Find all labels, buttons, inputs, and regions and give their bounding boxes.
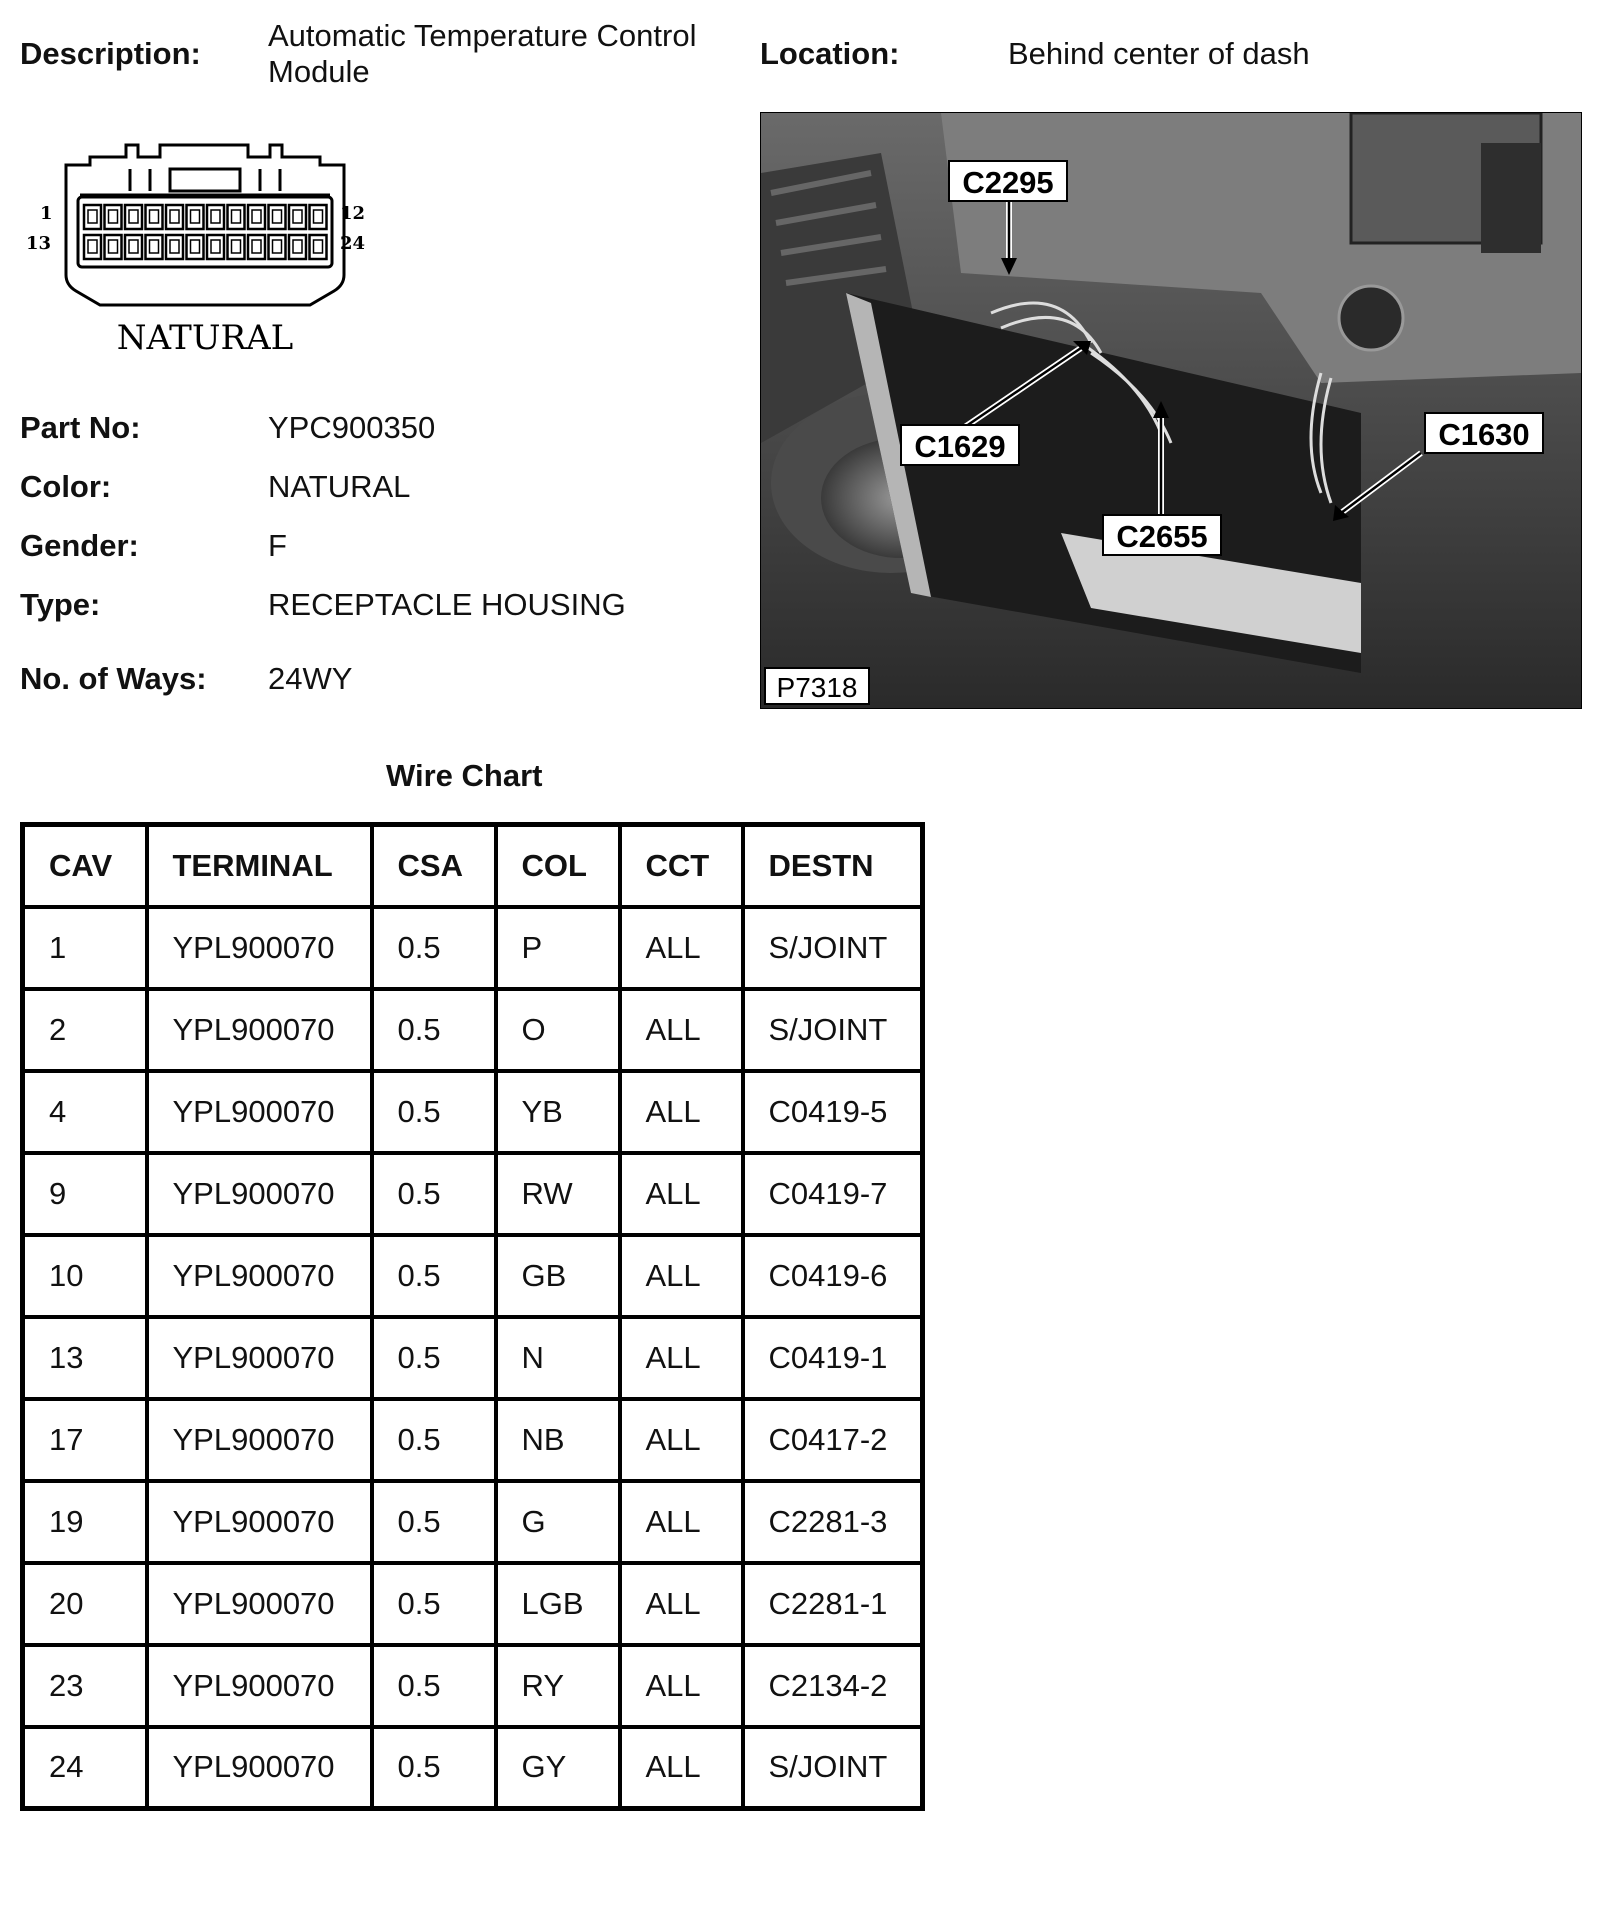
pin-cavity: [84, 205, 101, 229]
callout-c2655: C2655: [1116, 519, 1208, 554]
pin-cavity-inner: [170, 210, 179, 223]
cell-terminal: YPL900070: [147, 1153, 372, 1235]
pin-cavity-inner: [314, 210, 323, 223]
pin-cavity: [207, 205, 224, 229]
pin-cavity-inner: [191, 210, 200, 223]
column-header-csa: CSA: [372, 825, 496, 907]
pin-cavity: [187, 235, 204, 259]
table-row: [23, 1153, 923, 1235]
pin-cavity: [125, 205, 142, 229]
cell-col: NB: [496, 1399, 620, 1481]
pin-label-13: 13: [26, 233, 52, 254]
cell-cav: 24: [23, 1727, 147, 1809]
table-row: [23, 907, 923, 989]
cell-cct: ALL: [620, 1235, 743, 1317]
cell-cav: 23: [23, 1645, 147, 1727]
cell-csa: 0.5: [372, 1563, 496, 1645]
dashboard-photo-illustration: [761, 113, 1581, 708]
color-value: NATURAL: [268, 469, 411, 504]
pin-label-24: 24: [340, 233, 366, 254]
type-label: Type:: [20, 587, 101, 622]
pin-cavity-inner: [191, 240, 200, 253]
pin-cavity-inner: [211, 210, 220, 223]
cell-cct: ALL: [620, 1399, 743, 1481]
cell-col: LGB: [496, 1563, 620, 1645]
cell-destn: C0417-2: [743, 1399, 923, 1481]
description-value: Automatic Temperature Control Module: [268, 18, 697, 89]
cell-csa: 0.5: [372, 1071, 496, 1153]
ways-value: 24WY: [268, 661, 353, 696]
cell-cct: ALL: [620, 1071, 743, 1153]
cell-terminal: YPL900070: [147, 1727, 372, 1809]
type-value: RECEPTACLE HOUSING: [268, 587, 626, 622]
description-label: Description:: [20, 36, 201, 71]
pin-cavity-inner: [129, 240, 138, 253]
cell-terminal: YPL900070: [147, 1235, 372, 1317]
cell-csa: 0.5: [372, 1645, 496, 1727]
pin-cavity-inner: [232, 240, 241, 253]
location-label: Location:: [760, 36, 900, 71]
callout-c1630: C1630: [1438, 417, 1530, 452]
cell-col: GB: [496, 1235, 620, 1317]
pin-cavity-inner: [252, 210, 261, 223]
color-label: Color:: [20, 469, 112, 504]
cell-cav: 9: [23, 1153, 147, 1235]
cell-destn: C2281-3: [743, 1481, 923, 1563]
cell-terminal: YPL900070: [147, 1481, 372, 1563]
pin-cavity-inner: [314, 240, 323, 253]
cell-cav: 1: [23, 907, 147, 989]
column-header-col: COL: [496, 825, 620, 907]
part-no-label: Part No:: [20, 410, 141, 445]
pin-cavity-inner: [150, 210, 159, 223]
callout-c2295: C2295: [962, 165, 1054, 200]
cell-csa: 0.5: [372, 1153, 496, 1235]
callout-c1629: C1629: [914, 429, 1006, 464]
column-header-cav: CAV: [23, 825, 147, 907]
table-row: [23, 1645, 923, 1727]
pin-cavity: [228, 235, 245, 259]
column-header-cct: CCT: [620, 825, 743, 907]
pin-cavity: [146, 205, 163, 229]
pin-cavity: [248, 235, 265, 259]
cell-destn: C0419-7: [743, 1153, 923, 1235]
cell-terminal: YPL900070: [147, 1645, 372, 1727]
cell-col: N: [496, 1317, 620, 1399]
cell-cct: ALL: [620, 1317, 743, 1399]
pin-cavity: [228, 205, 245, 229]
cell-cav: 4: [23, 1071, 147, 1153]
table-row: [23, 1481, 923, 1563]
cell-cav: 20: [23, 1563, 147, 1645]
pin-cavity-inner: [88, 210, 97, 223]
table-row: [23, 1399, 923, 1481]
table-row: [23, 1727, 923, 1809]
pin-cavity: [269, 235, 286, 259]
cell-terminal: YPL900070: [147, 1399, 372, 1481]
pin-cavity: [248, 205, 265, 229]
cell-cav: 19: [23, 1481, 147, 1563]
pin-cavity: [125, 235, 142, 259]
cell-destn: C0419-5: [743, 1071, 923, 1153]
pin-cavity: [166, 205, 183, 229]
pin-cavity: [166, 235, 183, 259]
pin-cavity-inner: [109, 210, 118, 223]
pin-cavity: [310, 205, 327, 229]
connector-face-diagram: [20, 135, 380, 365]
cell-destn: S/JOINT: [743, 1727, 923, 1809]
column-header-terminal: TERMINAL: [147, 825, 372, 907]
cell-csa: 0.5: [372, 1399, 496, 1481]
pin-label-1: 1: [40, 203, 53, 224]
cell-col: P: [496, 907, 620, 989]
pin-cavity: [269, 205, 286, 229]
cell-cct: ALL: [620, 1481, 743, 1563]
pin-cavity-inner: [129, 210, 138, 223]
pin-cavity: [207, 235, 224, 259]
cell-col: GY: [496, 1727, 620, 1809]
cell-cav: 17: [23, 1399, 147, 1481]
location-value: Behind center of dash: [1008, 36, 1310, 71]
pin-cavity: [84, 235, 101, 259]
pin-cavity-inner: [211, 240, 220, 253]
cell-destn: S/JOINT: [743, 907, 923, 989]
cell-terminal: YPL900070: [147, 1317, 372, 1399]
cell-destn: C2281-1: [743, 1563, 923, 1645]
cell-csa: 0.5: [372, 989, 496, 1071]
table-row: [23, 1235, 923, 1317]
cell-csa: 0.5: [372, 1727, 496, 1809]
table-row: [23, 1071, 923, 1153]
pin-cavity: [289, 205, 306, 229]
cell-cct: ALL: [620, 1727, 743, 1809]
cell-destn: C0419-1: [743, 1317, 923, 1399]
wire-chart-body: [23, 907, 923, 1809]
pin-cavity: [310, 235, 327, 259]
pin-label-12: 12: [340, 203, 366, 224]
pin-cavity: [289, 235, 306, 259]
gender-value: F: [268, 528, 287, 563]
pin-cavity-inner: [252, 240, 261, 253]
cell-col: RW: [496, 1153, 620, 1235]
pin-cavity-inner: [170, 240, 179, 253]
table-row: [23, 1563, 923, 1645]
gender-label: Gender:: [20, 528, 139, 563]
cell-terminal: YPL900070: [147, 1563, 372, 1645]
pin-cavity: [146, 235, 163, 259]
ways-label: No. of Ways:: [20, 661, 207, 696]
cell-destn: C2134-2: [743, 1645, 923, 1727]
cell-destn: S/JOINT: [743, 989, 923, 1071]
cell-col: O: [496, 989, 620, 1071]
cell-cct: ALL: [620, 907, 743, 989]
pin-cavity-inner: [150, 240, 159, 253]
cell-destn: C0419-6: [743, 1235, 923, 1317]
pin-cavity-inner: [293, 240, 302, 253]
pin-cavity: [187, 205, 204, 229]
cell-terminal: YPL900070: [147, 907, 372, 989]
wire-chart-table: [20, 822, 925, 1811]
pin-cavity: [105, 235, 122, 259]
pin-row-bottom: [84, 235, 327, 259]
table-header-row: [23, 825, 923, 907]
column-header-destn: DESTN: [743, 825, 923, 907]
cell-col: G: [496, 1481, 620, 1563]
cell-csa: 0.5: [372, 907, 496, 989]
cell-cav: 10: [23, 1235, 147, 1317]
wire-chart-title: Wire Chart: [386, 758, 543, 793]
cell-col: RY: [496, 1645, 620, 1727]
cell-terminal: YPL900070: [147, 1071, 372, 1153]
cell-cav: 2: [23, 989, 147, 1071]
cell-csa: 0.5: [372, 1317, 496, 1399]
pin-row-top: [84, 205, 327, 229]
cell-cct: ALL: [620, 989, 743, 1071]
pin-cavity-inner: [273, 210, 282, 223]
pin-cavity-inner: [232, 210, 241, 223]
cell-csa: 0.5: [372, 1481, 496, 1563]
connector-color-caption: NATURAL: [116, 318, 294, 358]
pin-cavity-inner: [88, 240, 97, 253]
cell-cav: 13: [23, 1317, 147, 1399]
pin-cavity: [105, 205, 122, 229]
cell-cct: ALL: [620, 1153, 743, 1235]
cell-col: YB: [496, 1071, 620, 1153]
cell-terminal: YPL900070: [147, 989, 372, 1071]
pin-cavity-inner: [293, 210, 302, 223]
cell-cct: ALL: [620, 1645, 743, 1727]
location-photo: [760, 112, 1582, 709]
photo-reference: P7318: [776, 672, 858, 703]
part-no-value: YPC900350: [268, 410, 436, 445]
cell-csa: 0.5: [372, 1235, 496, 1317]
pin-cavity-inner: [273, 240, 282, 253]
pin-cavity-inner: [109, 240, 118, 253]
table-row: [23, 989, 923, 1071]
cell-cct: ALL: [620, 1563, 743, 1645]
table-row: [23, 1317, 923, 1399]
